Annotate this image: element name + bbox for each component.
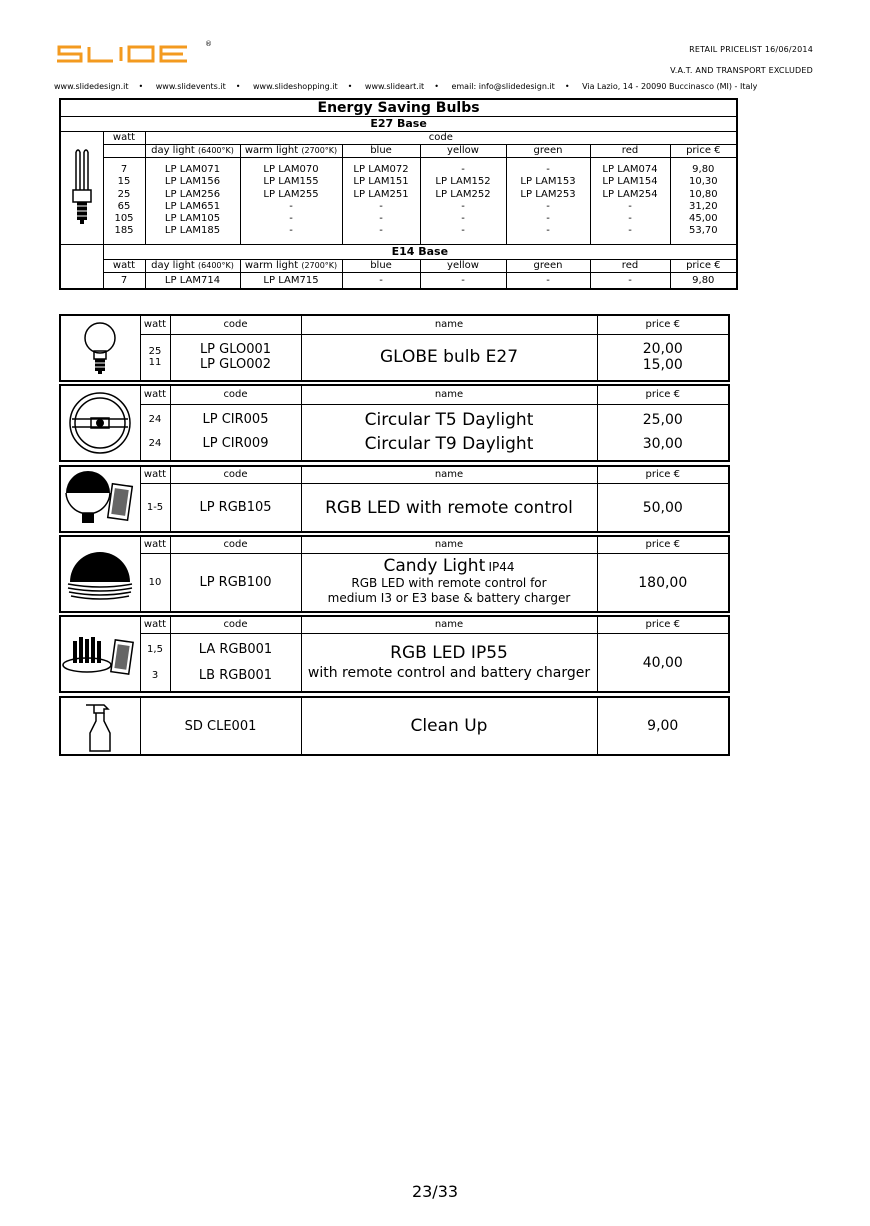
registered-mark: ® (205, 40, 212, 48)
rgb-name: RGB LED with remote control (301, 484, 597, 533)
rgb-code: LP RGB105 (170, 484, 301, 533)
circular-watt: 24 24 (140, 404, 170, 461)
postal-address: Via Lazio, 14 - 20090 Buccinasco (MI) - Italy (582, 82, 758, 91)
clean-code: SD CLE001 (140, 697, 301, 755)
e14-yellow-header: yellow (420, 259, 506, 272)
clean-name: Clean Up (301, 697, 597, 755)
globe-bulb-icon (60, 315, 140, 381)
ip55-price: 40,00 (597, 634, 729, 693)
spray-bottle-icon (60, 697, 140, 755)
circular-price: 25,00 30,00 (597, 404, 729, 461)
e14-watt: 7 (103, 272, 145, 289)
e14-warm: LP LAM715 (240, 272, 342, 289)
e14-yellow: - (420, 272, 506, 289)
red-header: red (590, 145, 670, 158)
price-header: price € (670, 145, 737, 158)
globe-code: LP GLO001 LP GLO002 (170, 334, 301, 381)
watt-header: watt (103, 132, 145, 145)
clean-price: 9,00 (597, 697, 729, 755)
e27-yellow-cell: - LP LAM152 LP LAM252 - - - (420, 158, 506, 245)
code-header: code (145, 132, 737, 145)
e14-red: - (590, 272, 670, 289)
candy-name-cell: Candy Light IP44 RGB LED with remote control for medium I3 or E3 base & battery charger (301, 554, 597, 613)
e14-blue: - (342, 272, 420, 289)
e14-warm-header: warm light (2700°K) (240, 259, 342, 272)
page-number: 23/33 (411, 1182, 459, 1201)
pricelist-date: RETAIL PRICELIST 16/06/2014 (689, 45, 813, 54)
warm-light-header: warm light (2700°K) (240, 145, 342, 158)
e14-price: 9,80 (670, 272, 737, 289)
vat-note: V.A.T. AND TRANSPORT EXCLUDED (670, 66, 813, 75)
email-address[interactable]: email: info@slidedesign.it (451, 82, 555, 91)
link-slideart[interactable]: www.slideart.it (364, 82, 425, 91)
e14-green: - (506, 272, 590, 289)
ip55-product-box: watt code name price € 1,5 3 LA RGB001 LB RGB001 RGB LED IP55 with remote control and battery charger 40,00 (59, 615, 730, 693)
green-header: green (506, 145, 590, 158)
e27-blue-cell: LP LAM072 LP LAM151 LP LAM251 - - - (342, 158, 420, 245)
e27-day-cell: LP LAM071 LP LAM156 LP LAM256 LP LAM651 LP LAM105 LP LAM185 (145, 158, 240, 245)
e14-green-header: green (506, 259, 590, 272)
candy-lamp-icon (60, 536, 140, 612)
circular-lamp-icon (60, 385, 140, 461)
globe-name: GLOBE bulb E27 (301, 334, 597, 381)
ip55-name-cell: RGB LED IP55 with remote control and battery charger (301, 634, 597, 693)
candy-light-product-box: watt code name price € 10 LP RGB100 Candy Light IP44 RGB LED with remote control for medium I3 or E3 base & battery charger 180,00 (59, 535, 730, 613)
circular-code: LP CIR005 LP CIR009 (170, 404, 301, 461)
energy-saving-table (59, 98, 738, 290)
e14-blue-header: blue (342, 259, 420, 272)
globe-price: 20,00 15,00 (597, 334, 729, 381)
e27-title: E27 Base (60, 117, 737, 132)
circular-name: Circular T5 Daylight Circular T9 Daylight (301, 404, 597, 461)
rgb-price: 50,00 (597, 484, 729, 533)
e27-watt-cell: 7 15 25 65 105 185 (103, 158, 145, 245)
e27-green-cell: - LP LAM153 LP LAM253 - - - (506, 158, 590, 245)
e27-price-cell: 9,80 10,30 10,80 31,20 45,00 53,70 (670, 158, 737, 245)
link-slidedesign[interactable]: www.slidedesign.it (54, 82, 129, 91)
link-slidevents[interactable]: www.slidevents.it (155, 82, 226, 91)
link-slideshopping[interactable]: www.slideshopping.it (253, 82, 338, 91)
ip55-code: LA RGB001 LB RGB001 (170, 634, 301, 693)
circular-product-box: watt code name price € 24 24 LP CIR005 LP CIR009 Circular T5 Daylight Circular T9 Daylight 25,00 30,00 (59, 384, 730, 462)
e27-warm-cell: LP LAM070 LP LAM155 LP LAM255 - - - (240, 158, 342, 245)
globe-watt: 25 11 (140, 334, 170, 381)
day-light-header: day light (6400°K) (145, 145, 240, 158)
ip55-watt: 1,5 3 (140, 634, 170, 693)
rgb-watt: 1-5 (140, 484, 170, 533)
contact-links: www.slidedesign.it • www.slidevents.it • www.slideshopping.it • www.slideart.it • email: info@slidedesign.it • Via Lazio, 14 - 20090 Buccinasco (MI) - Italy (54, 82, 758, 91)
candy-watt: 10 (140, 554, 170, 613)
yellow-header: yellow (420, 145, 506, 158)
cfl-bulb-icon (60, 132, 103, 245)
rgb-led-product-box: watt code name price € 1-5 LP RGB105 RGB LED with remote control 50,00 (59, 465, 730, 533)
e14-price-header: price € (670, 259, 737, 272)
candy-price: 180,00 (597, 554, 729, 613)
clean-up-product-box (59, 696, 730, 756)
rgb-bulb-remote-icon (60, 466, 140, 532)
e27-red-cell: LP LAM074 LP LAM154 LP LAM254 - - - (590, 158, 670, 245)
e14-day-header: day light (6400°K) (145, 259, 240, 272)
e14-title: E14 Base (103, 244, 737, 259)
blue-header: blue (342, 145, 420, 158)
candy-code: LP RGB100 (170, 554, 301, 613)
brand-logo (55, 38, 215, 68)
e14-watt-header: watt (103, 259, 145, 272)
energy-title: Energy Saving Bulbs (60, 99, 737, 117)
e14-day: LP LAM714 (145, 272, 240, 289)
ip55-led-remote-icon (60, 616, 140, 692)
globe-product-box: watt code name price € 25 11 LP GLO001 LP GLO002 GLOBE bulb E27 20,00 15,00 (59, 314, 730, 382)
e14-red-header: red (590, 259, 670, 272)
